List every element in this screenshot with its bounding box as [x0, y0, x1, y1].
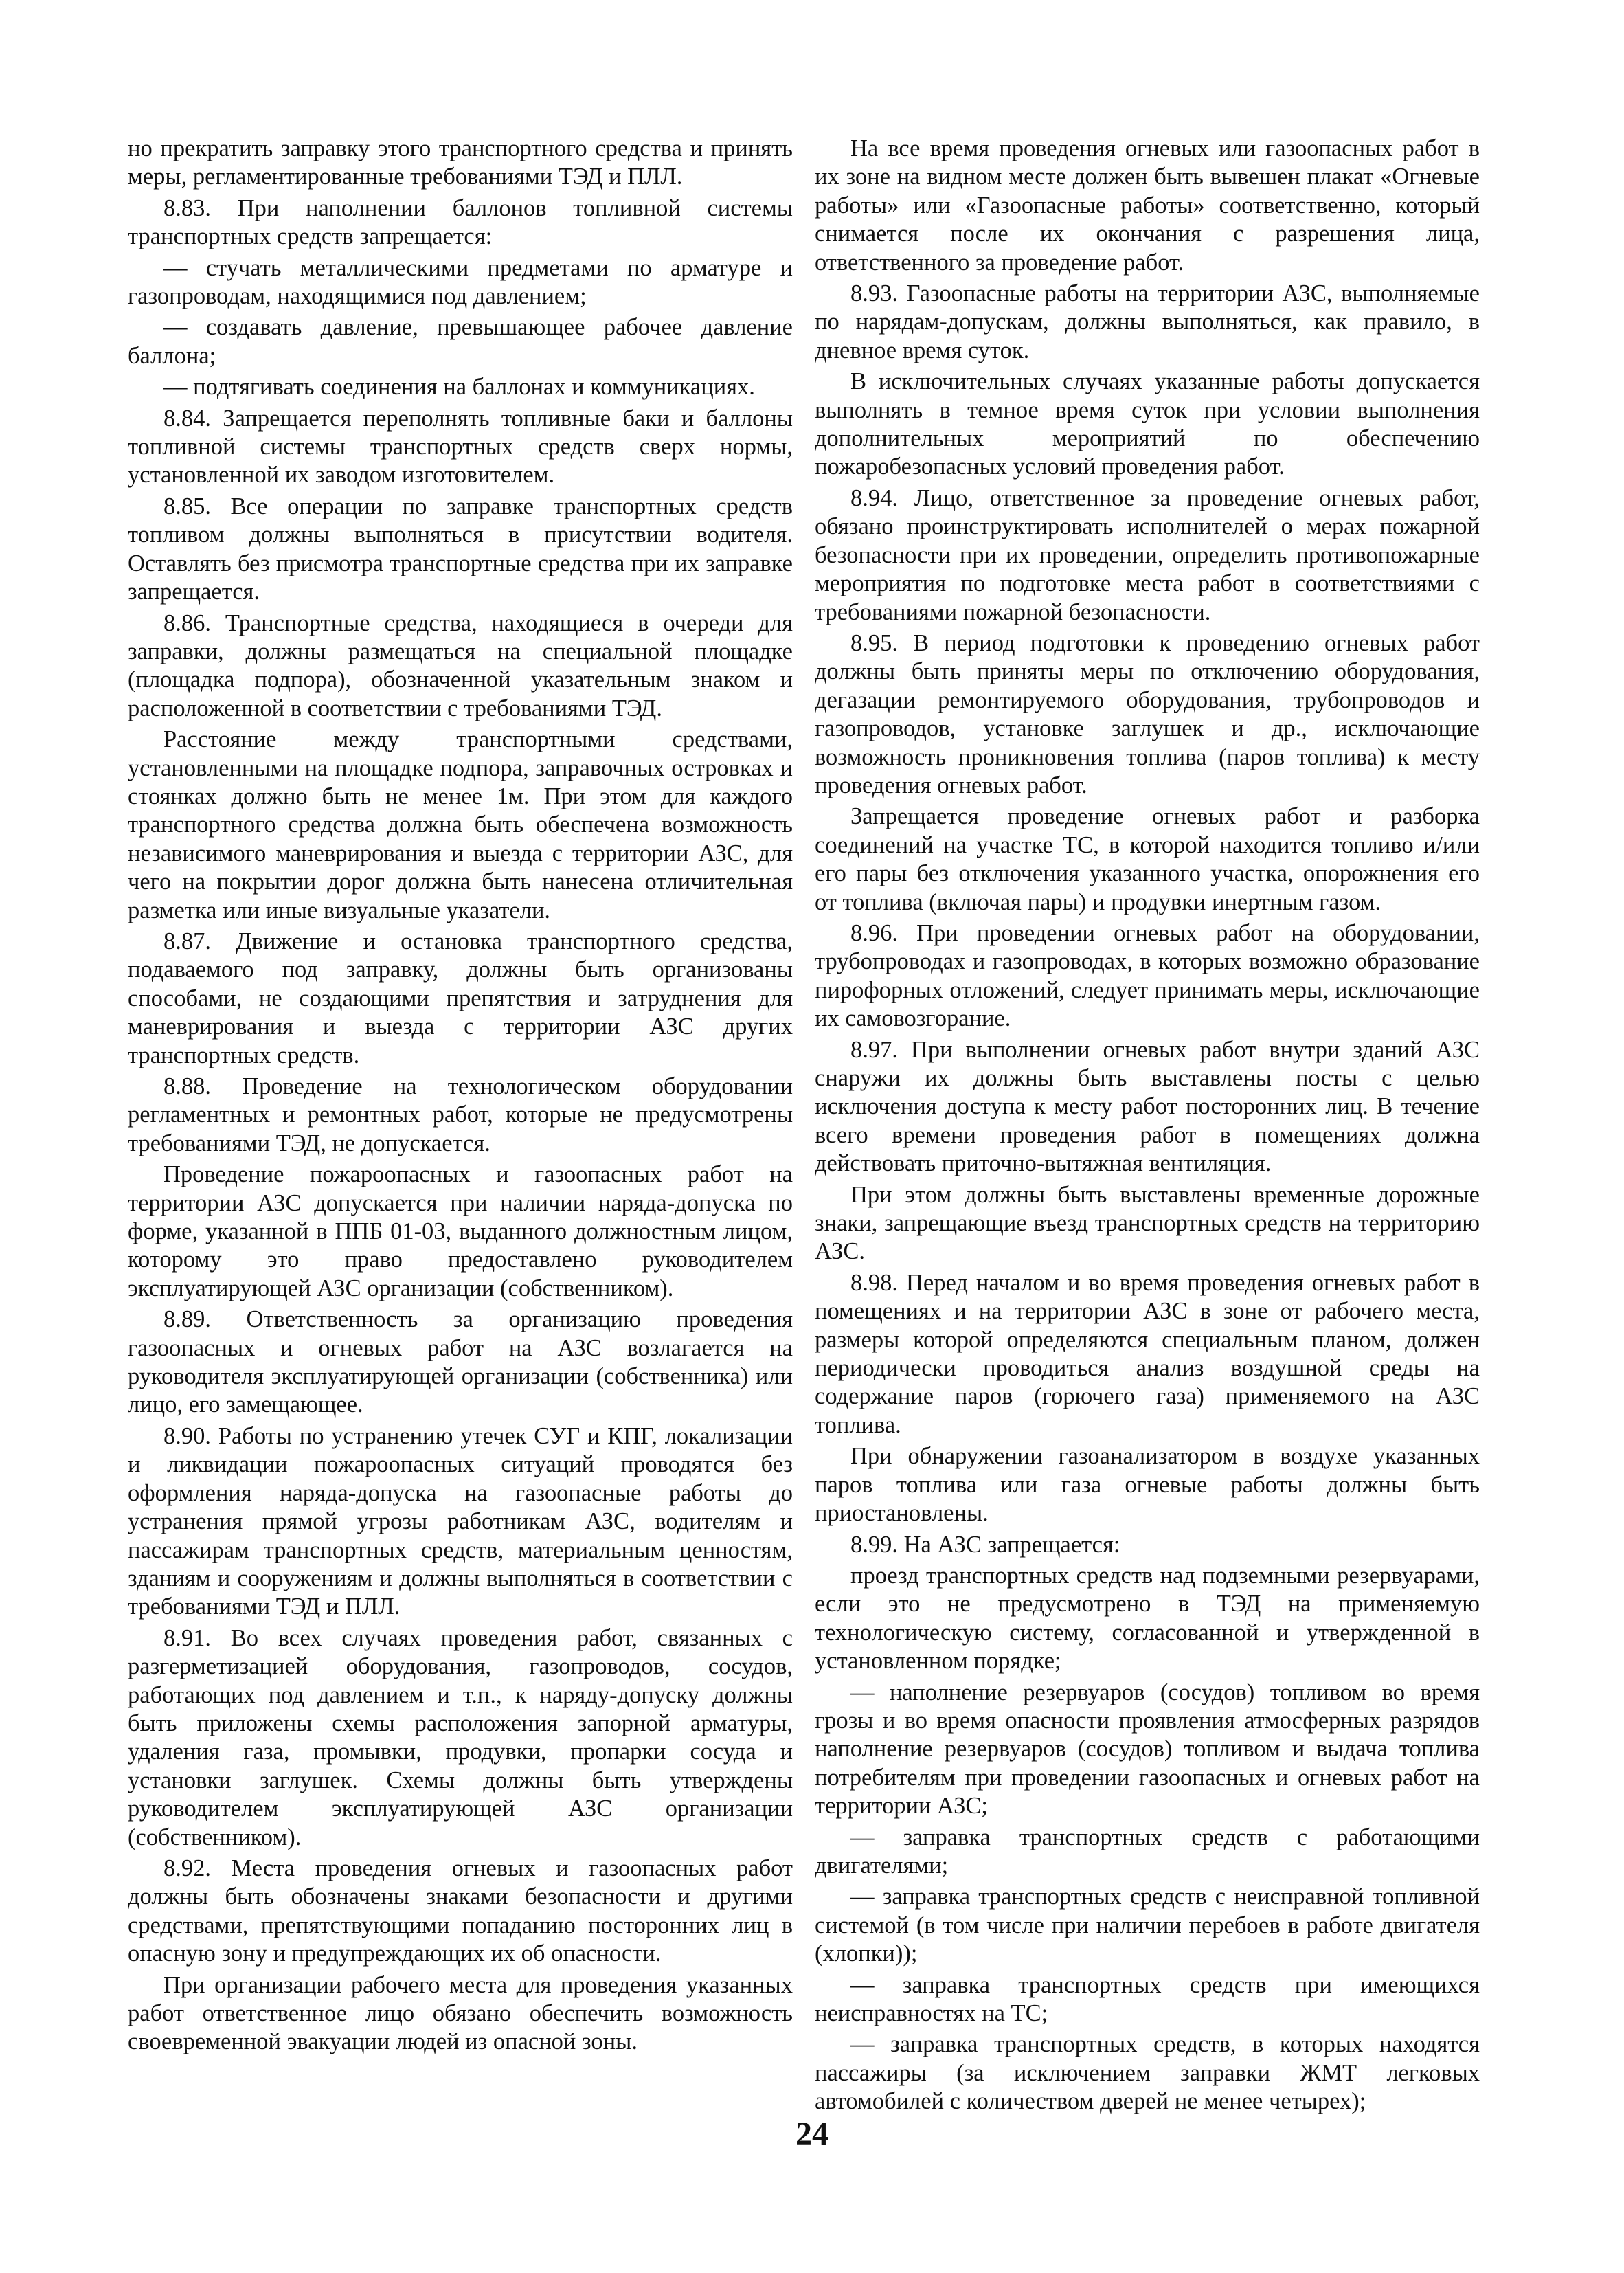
paragraph: При обнаружении газоанализатором в воздухе указанных паров топлива или газа огневые работы должны быть приостановлены. [815, 1443, 1480, 1527]
paragraph: — заправка транспортных средств с неисправной топливной системой (в том числе при наличии перебоев в работе двигателя (хлопки)); [815, 1883, 1480, 1967]
paragraph: — заправка транспортных средств при имеющихся неисправностях на ТС; [815, 1971, 1480, 2026]
paragraph: 8.92. Места проведения огневых и газоопасных работ должны быть обозначены знаками безопасности и другими средствами, препятствующими попаданию посторонних лиц в опасную зону и предупреждающих их об опасности. [128, 1855, 793, 1967]
paragraph: На все время проведения огневых или газоопасных работ в их зоне на видном месте должен быть вывешен плакат «Огневые работы» или «Газоопасные работы» соответственно, который снимается после их окончания с разрешения лица, ответственного за проведение работ. [815, 135, 1480, 276]
paragraph: Проведение пожароопасных и газоопасных работ на территории АЗС допускается при наличии наряда-допуска по форме, указанной в ППБ 01-03, выданного должностным лицом, которому это право предоставлено руководителем эксплуатирующей АЗС организации (собственником). [128, 1161, 793, 1301]
paragraph: 8.84. Запрещается переполнять топливные баки и баллоны топливной системы транспортных средств сверх нормы, установленной их заводом изготовителем. [128, 405, 793, 489]
paragraph: — наполнение резервуаров (сосудов) топливом во время грозы и во время опасности проявления атмосферных разрядов наполнение резервуаров (сосудов) топливом и выдача топлива потребителям при проведении газоопасных и огневых работ на территории АЗС; [815, 1679, 1480, 1819]
paragraph: 8.86. Транспортные средства, находящиеся в очереди для заправки, должны размещаться на специальной площадке (площадка подпора), обозначенной указательным знаком и расположенной в соответствии с требованиями ТЭД. [128, 609, 793, 721]
left-text-column [128, 135, 793, 2059]
paragraph: 8.88. Проведение на технологическом оборудовании регламентных и ремонтных работ, которые не предусмотрены требованиями ТЭД, не допускается. [128, 1073, 793, 1156]
paragraph: — заправка транспортных средств с работающими двигателями; [815, 1824, 1480, 1879]
paragraph: — заправка транспортных средств, в которых находятся пассажиры (за исключением заправки ЖМТ легковых автомобилей с количеством дверей не менее четырех); [815, 2031, 1480, 2115]
paragraph: 8.83. При наполнении баллонов топливной системы транспортных средств запрещается: [128, 194, 793, 250]
paragraph: При организации рабочего места для проведения указанных работ ответственное лицо обязано обеспечить возможность своевременной эвакуации людей из опасной зоны. [128, 1971, 793, 2055]
paragraph: В исключительных случаях указанные работы допускается выполнять в темное время суток при условии выполнения дополнительных мероприятий по обеспечению пожаробезопасных условий проведения работ. [815, 368, 1480, 480]
paragraph: но прекратить заправку этого транспортного средства и принять меры, регламентированные требованиями ТЭД и ПЛЛ. [128, 135, 793, 190]
paragraph: 8.94. Лицо, ответственное за проведение огневых работ, обязано проинструктировать исполнителей о мерах пожарной безопасности при их проведении, определить противопожарные мероприятия по подготовке места работ в соответствиями с требованиями пожарной безопасности. [815, 484, 1480, 625]
paragraph: Запрещается проведение огневых работ и разборка соединений на участке ТС, в которой находится топливо и/или его пары без отключения указанного участка, опорожнения его от топлива (включая пары) и продувки инертным газом. [815, 803, 1480, 915]
paragraph: При этом должны быть выставлены временные дорожные знаки, запрещающие въезд транспортных средств на территорию АЗС. [815, 1181, 1480, 1265]
paragraph: 8.93. Газоопасные работы на территории АЗС, выполняемые по нарядам-допускам, должны выполняться, как правило, в дневное время суток. [815, 280, 1480, 363]
paragraph: — подтягивать соединения на баллонах и коммуникациях. [163, 374, 755, 401]
paragraph: 8.89. Ответственность за организацию проведения газоопасных и огневых работ на АЗС возлагается на руководителя эксплуатирующей организации (собственника) или лицо, его замещающее. [128, 1306, 793, 1418]
paragraph: 8.87. Движение и остановка транспортного средства, подаваемого под заправку, должны быть организованы способами, не создающими препятствия и затруднения для маневрирования и выезда с территории АЗС других транспортных средств. [128, 928, 793, 1068]
paragraph: 8.97. При выполнении огневых работ внутри зданий АЗС снаружи их должны быть выставлены посты с целью исключения доступа к месту работ посторонних лиц. В течение всего времени проведения работ в помещениях должна действовать приточно-вытяжная вентиляция. [815, 1036, 1480, 1177]
paragraph: 8.95. В период подготовки к проведению огневых работ должны быть приняты меры по отключению оборудования, дегазации ремонтируемого оборудования, трубопроводов и газопроводов, установке заглушек и др., исключающие возможность проникновения топлива (паров топлива) к месту проведения огневых работ. [815, 629, 1480, 798]
paragraph: — стучать металлическими предметами по арматуре и газопроводам, находящимися под давлением; [128, 254, 793, 310]
paragraph: 8.90. Работы по устранению утечек СУГ и КПГ, локализации и ликвидации пожароопасных ситуаций проводятся без оформления наряда-допуска на газоопасные работы до устранения прямой угрозы работникам АЗС, водителям и пассажирам транспортных средств, материальным ценностям, зданиям и сооружениям и должны выполняться в соответствии с требованиями ТЭД и ПЛЛ. [128, 1422, 793, 1620]
paragraph: — создавать давление, превышающее рабочее давление баллона; [128, 314, 793, 369]
page-number: 24 [796, 2116, 828, 2152]
paragraph: 8.85. Все операции по заправке транспортных средств топливом должны выполняться в присутствии водителя. Оставлять без присмотра транспортные средства при их заправке запрещается. [128, 493, 793, 605]
paragraph: проезд транспортных средств над подземными резервуарами, если это не предусмотрено в ТЭД на применяемую технологическую систему, согласованной и утвержденной в установленном порядке; [815, 1562, 1480, 1675]
paragraph: Расстояние между транспортными средствами, установленными на площадке подпора, заправочных островках и стоянках должно быть не менее 1м. При этом для каждого транспортного средства должна быть обеспечена возможность независимого маневрирования и выезда с территории АЗС, для чего на покрытии дорог должна быть нанесена отличительная разметка или иные визуальные указатели. [128, 726, 793, 923]
paragraph: 8.99. На АЗС запрещается: [850, 1531, 1120, 1558]
paragraph: 8.96. При проведении огневых работ на оборудовании, трубопроводах и газопроводах, в которых возможно образование пирофорных отложений, следует принимать меры, исключающие их самовозгорание. [815, 919, 1480, 1032]
right-text-column [815, 135, 1480, 2119]
paragraph: 8.91. Во всех случаях проведения работ, связанных с разгерметизацией оборудования, газопроводов, сосудов, работающих под давлением и т.п., к наряду-допуску должны быть приложены схемы расположения запорной арматуры, удаления газа, промывки, продувки, пропарки сосуда и установки заглушек. Схемы должны быть утверждены руководителем эксплуатирующей АЗС организации (собственником). [128, 1624, 793, 1850]
paragraph: 8.98. Перед началом и во время проведения огневых работ в помещениях и на территории АЗС в зоне от рабочего места, размеры которой определяются специальным планом, должен периодически проводиться анализ воздушной среды на содержание паров (горючего газа) применяемого на АЗС топлива. [815, 1269, 1480, 1438]
